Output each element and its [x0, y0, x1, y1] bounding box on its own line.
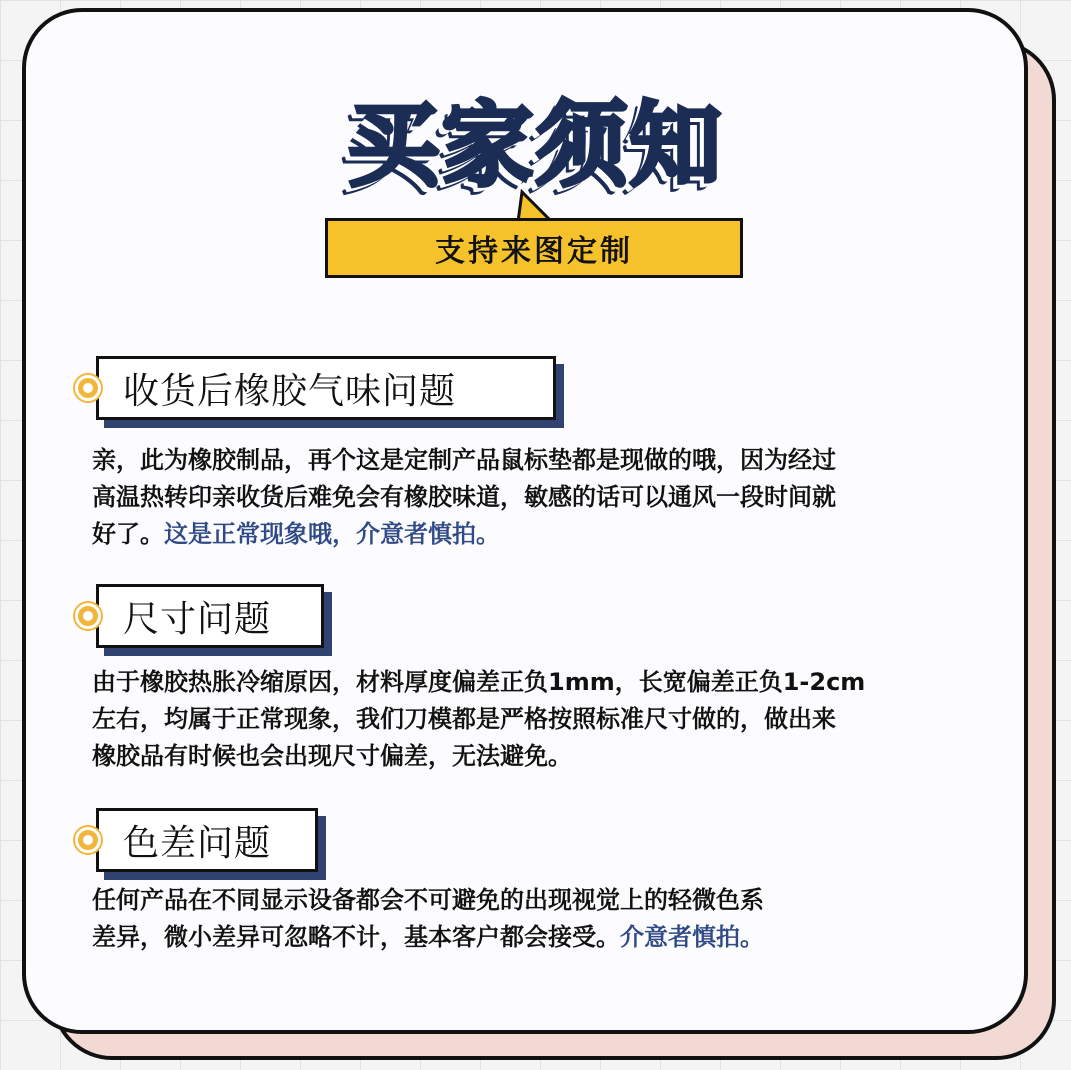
text-line: 任何产品在不同显示设备都会不可避免的出现视觉上的轻微色系 — [92, 886, 764, 914]
accent-note: 介意者慎拍。 — [620, 923, 764, 951]
bullet-circle-icon — [75, 375, 101, 401]
text-line: 差异，微小差异可忽略不计，基本客户都会接受。介意者慎拍。 — [92, 923, 764, 951]
section-heading-color: 色差问题 — [96, 808, 318, 872]
section-text-odor — [92, 442, 982, 553]
section-text-size — [92, 664, 982, 775]
page-title: 买家须知 — [347, 92, 724, 199]
text-line: 亲，此为橡胶制品，再个这是定制产品鼠标垫都是现做的哦，因为经过 — [92, 446, 836, 474]
section-heading-size: 尺寸问题 — [96, 584, 324, 648]
text-line: 由于橡胶热胀冷缩原因，材料厚度偏差正负1mm，长宽偏差正负1-2cm — [92, 668, 866, 696]
text-line: 高温热转印亲收货后难免会有橡胶味道，敏感的话可以通风一段时间就 — [92, 483, 836, 511]
text-line: 好了。这是正常现象哦，介意者慎拍。 — [92, 520, 500, 548]
text-line: 左右，均属于正常现象，我们刀模都是严格按照标准尺寸做的，做出来 — [92, 705, 836, 733]
accent-note: 这是正常现象哦，介意者慎拍。 — [164, 520, 500, 548]
section-text-color — [92, 882, 982, 956]
text-line: 橡胶品有时候也会出现尺寸偏差，无法避免。 — [92, 742, 572, 770]
bullet-circle-icon — [75, 603, 101, 629]
section-heading-odor: 收货后橡胶气味问题 — [96, 356, 556, 420]
custom-badge: 支持来图定制 — [325, 218, 743, 278]
bullet-circle-icon — [75, 827, 101, 853]
